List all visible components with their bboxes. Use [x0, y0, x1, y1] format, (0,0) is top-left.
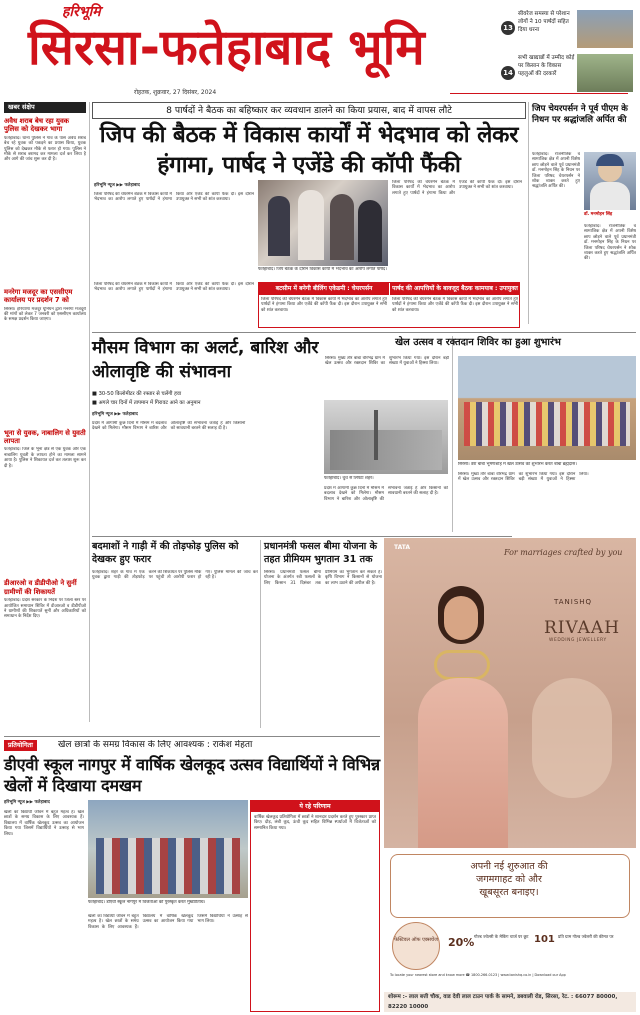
weather-headline: मौसम विभाग का अलर्ट, बारिश और ओलावृष्टि की संभावना	[92, 338, 319, 382]
school-kicker: खेल छात्रों के समग्र विकास के लिए आवश्यक : राकेश मेहता	[58, 740, 253, 750]
brief-body: फतेहाबाद। जिले के भूना क्षेत्र से एक युवक और एक नाबालिग युवती के लापता होने का मामला सामने आया है। पुलिस ने शिकायत दर्ज कर तलाश शुरू कर दी है।	[4, 447, 86, 469]
tribute-photo-caption: डॉ. मनमोहन सिंह	[584, 212, 613, 217]
teaser-text: सभी खाद्यान्नों में उम्मीद कोई पर किसान के विकास पहलुओं की दरकारें	[518, 55, 575, 77]
teaser-number: 13	[501, 21, 515, 35]
school-body: खेलों का विद्यार्थी जीवन में बहुत महत्व है। खेल छात्रों के समग्र विकास के लिए आवश्यक हैं। विद्यालय में वार्षिक खेलकूद उत्सव का आयोजन किया गया जिसमें विद्यार्थियों ने उत्साह से भाग लिया।	[4, 810, 84, 837]
box1-title: बटसीम में बनेगी बीलिंग एकेडमी : चेयरपर्सन	[259, 283, 389, 295]
teaser-number: 14	[501, 66, 515, 80]
offer2-text: प्रति ग्राम गोल्ड ज्वेलरी की कीमत पर	[558, 934, 614, 939]
results-body: वार्षिक खेलकूद प्रतियोगिता में छात्रों ने शानदार प्रदर्शन करते हुए पुरस्कार प्राप्त किए। दौड़, लंबी कूद, ऊंची कूद सहित विभिन्न स्पर्धाओं में विजेताओं को सम्मानित किया गया।	[254, 815, 376, 831]
tanishq-ad[interactable]	[384, 538, 636, 992]
lead-body-more: जिला परिषद की चेयरमैन बैठक में विकास कार्यों में भेदभाव का आरोप लगाते हुए पार्षदों ने हंगामा किया और एजेंडे की कॉपी फैंक दी। इस दौरान उपायुक्त ने सभी को शांत करवाया।	[94, 282, 254, 293]
weather-bullet: ■ 30-50 किलोमीटर की रफ्तार से चलेंगी हवा	[92, 391, 182, 397]
lead-sidebar-boxes	[258, 282, 520, 328]
offer1-pct: 20%	[448, 936, 475, 949]
camp-body-cont: सिरसा। मुख्य तौर बाबा वीरभद्र ग्राम में खेल उत्सव और रक्तदान शिविर का शुभारंभ किया गया। इस दौरान बड़ी संख्या में युवाओं ने हिस्सा लिया।	[458, 472, 589, 483]
school-body-cont: खेलों का विद्यार्थी जीवन में बहुत महत्व है। खेल छात्रों के समग्र विकास के लिए आवश्यक हैं। विद्यालय में वार्षिक खेलकूद उत्सव का आयोजन किया गया जिसमें विद्यार्थियों ने उत्साह से भाग लिया।	[88, 914, 248, 930]
brief-title: भूना से युवक, नाबालिग से युवती लापता	[4, 428, 86, 446]
box1-body: जिला परिषद की चेयरमैन बैठक में विकास कार्यों में भेदभाव का आरोप लगाते हुए पार्षदों ने हंगामा किया और एजेंडे की कॉपी फैंक दी। इस दौरान उपायुक्त ने सभी को शांत करवाया।	[261, 297, 387, 313]
lead-byline: हरिभूमि न्यूज ▶▶ फतेहाबाद	[94, 183, 140, 188]
brief-item[interactable]	[4, 429, 86, 576]
offer2-pct: 101	[534, 934, 555, 945]
robbery-body: फतेहाबाद। शहर के गांव में एक युवक द्वारा गाड़ी की तोड़फोड़ करने की शिकायत पर पुलिस मौके पर पहुंची तो आरोपी फरार हो गए। पुलिस मामले की जांच कर रही है।	[92, 570, 258, 581]
brief-body: सिरसा। हरियाणा मजदूर यूनियन द्वारा मनरेगा मजदूरों की मांगों को लेकर 7 जनवरी को एससीएम कार्यालय के समक्ष प्रदर्शन किया जाएगा।	[4, 306, 86, 323]
results-tag: ये रहे परिणाम	[251, 801, 379, 812]
teaser-1[interactable]	[501, 10, 633, 48]
camp-headline: खेल उत्सव व रक्तदान शिविर का हुआ शुभारंभ	[395, 337, 561, 348]
insurance-story[interactable]	[264, 540, 382, 730]
brief-title: अवैध शराब बेच रहा युवक पुलिस को देखकर भागा	[4, 117, 69, 134]
promo-line: अपनी नई शुरुआत की	[470, 861, 548, 872]
store-address: शोरूम :- लाल बत्ती चौक, वाड देवी लाल टाउन पार्क के सामने, डबवाली रोड, सिरसा, रेट. : 66077 80000, 82220 10000	[384, 992, 636, 1012]
dateline: रोहतक, शुक्रवार, 27 दिसंबर, 2024	[134, 89, 217, 96]
insurance-body: सिरसा। प्रधानमंत्री फसल बीमा योजना के अंतर्गत रबी फसलों के लिए किसान 31 दिसंबर तक प्रीमियम का भुगतान कर सकते हैं। कृषि विभाग ने किसानों से योजना का लाभ उठाने की अपील की है।	[264, 570, 382, 586]
ad-tagline: For marriages crafted by you	[504, 548, 623, 557]
tribute-body: फतेहाबाद। राजनीतिक व सामाजिक क्षेत्र में अपनी विशेष छाप छोड़ने वाले पूर्व प्रधानमंत्री डॉ. मनमोहन सिंह के निधन पर जिला परिषद चेयरपर्सन ने शोक व्यक्त करते हुए श्रद्धांजलि अर्पित की।	[532, 152, 580, 190]
box2-body: जिला परिषद की चेयरमैन बैठक में विकास कार्यों में भेदभाव का आरोप लगाते हुए पार्षदों ने हंगामा किया और एजेंडे की कॉपी फैंक दी। इस दौरान उपायुक्त ने सभी को शांत करवाया।	[392, 297, 518, 313]
camp-photo-caption: सिरसा। डेरा बाबा भूमणशाह में खेल उत्सव का शुभारंभ करते बाबा ब्रह्मदास।	[458, 462, 577, 467]
weather-bullets	[92, 390, 324, 408]
tribute-photo	[584, 152, 636, 210]
teaser-photo	[577, 10, 633, 48]
column-header: खबर संक्षेप	[4, 102, 86, 113]
teaser-photo	[577, 54, 633, 92]
promo-line: खूबसूरत बनाइए।	[479, 887, 539, 898]
ad-offer-panel	[384, 848, 636, 992]
weather-bullet: ■ अगले चार दिनों में तापमान में गिरावट आने का अनुमान	[92, 400, 201, 406]
lead-story[interactable]	[92, 102, 526, 330]
weather-byline: हरिभूमि न्यूज ▶▶ फतेहाबाद	[92, 412, 138, 417]
weather-story[interactable]	[92, 336, 324, 536]
weather-photo	[324, 400, 448, 474]
lead-photo-caption: फतेहाबाद। जिप बैठक के दौरान विकास कार्यों में भेदभाव का आरोप लगाते पार्षद।	[258, 267, 387, 272]
lead-body-cont: जिला परिषद की चेयरमैन बैठक में विकास कार्यों में भेदभाव का आरोप लगाते हुए पार्षदों ने हंगामा किया और एजेंडे की कॉपी फैंक दी। इस दौरान उपायुक्त ने सभी को शांत करवाया।	[392, 180, 522, 196]
masthead-title: सिरसा-फतेहाबाद भूमि	[28, 19, 425, 76]
tata-logo: TATA	[394, 544, 411, 551]
school-photo-caption: फतेहाबाद। डीएवी स्कूल नागपुर में विजेताओं को पुरस्कृत करते मुख्यातिथि।	[88, 900, 206, 905]
promo-line: जगमगाहट को और	[476, 874, 542, 885]
news-brief-column	[4, 102, 86, 738]
camp-body: सिरसा। मुख्य तौर बाबा वीरभद्र ग्राम में खेल उत्सव और रक्तदान शिविर का शुभारंभ किया गया। इस दौरान बड़ी संख्या में युवाओं ने हिस्सा लिया।	[325, 356, 449, 367]
robbery-headline: बदमाशों ने गाड़ी में की तोड़फोड़ पुलिस को देखकर हुए फरार	[92, 541, 239, 565]
weather-body-cont: प्रदेश में आगामी कुछ दिनों में मौसम में बदलाव देखने को मिलेगा। मौसम विभाग ने बारिश और ओलावृष्टि की संभावना जताई है और किसानों को सावधानी बरतने की सलाह दी है।	[324, 486, 448, 502]
brief-title: डीआरओ व डीडीपीओ ने सुनीं ग्रामीणों की शिकायतें	[4, 579, 77, 596]
robbery-story[interactable]	[92, 540, 258, 730]
results-box[interactable]	[250, 800, 380, 1012]
teaser-text: सीवरेज समस्या से परेशान लोगों ने 10 पार्षदों सहित दिया धरना	[518, 11, 570, 33]
offer1-text: गोल्ड ज्वेलरी के मेकिंग चार्ज पर छूट	[474, 934, 529, 939]
camp-photo	[458, 356, 636, 460]
lead-headline: जिप की बैठक में विकास कार्यों में भेदभाव को लेकर हंगामा, पार्षद ने एजेंडे की कॉपी फैंकी	[99, 122, 519, 178]
box2-title: पार्षद की आपत्तियों के बावजूद बैठक कामयाब : उपायुक्त	[390, 283, 520, 295]
ad-promo	[404, 860, 614, 899]
brief-item[interactable]	[4, 579, 86, 718]
exchange-badge: फेस्टिवल ऑफ एक्सचेंज	[392, 922, 440, 970]
ad-brand: TANISHQ	[554, 598, 593, 606]
weather-body: प्रदेश में आगामी कुछ दिनों में मौसम में बदलाव देखने को मिलेगा। मौसम विभाग ने बारिश और ओलावृष्टि की संभावना जताई है और किसानों को सावधानी बरतने की सलाह दी है।	[92, 420, 246, 431]
brief-item[interactable]	[4, 288, 86, 425]
masthead	[0, 0, 640, 98]
lead-body: जिला परिषद की चेयरमैन बैठक में विकास कार्यों में भेदभाव का आरोप लगाते हुए पार्षदों ने हंगामा किया और एजेंडे की कॉपी फैंक दी। इस दौरान उपायुक्त ने सभी को शांत करवाया।	[94, 192, 254, 203]
masthead-prefix: हरिभूमि	[62, 4, 101, 20]
tribute-story[interactable]	[532, 104, 636, 324]
ad-sub-caption: WEDDING JEWELLERY	[549, 638, 607, 643]
lead-photo	[258, 180, 388, 266]
teaser-2[interactable]	[501, 54, 633, 94]
school-byline: हरिभूमि न्यूज ▶▶ फतेहाबाद	[4, 800, 50, 805]
weather-photo-caption: फतेहाबाद। धुंध से लिपटा शहर।	[324, 476, 374, 481]
school-headline: डीएवी स्कूल नागपुर में वार्षिक खेलकूद उत्सव विद्यार्थियों ने विभिन्न खेलों में दिखाया दमखम	[4, 755, 380, 795]
brief-body: फतेहाबाद। थाना पुलिस ने गांव के पास अवैध शराब बेच रहे युवक को पकड़ने का प्रयास किया, युवक पुलिस को देखकर मौके से फरार हो गया। पुलिस ने मौके से शराब बरामद कर मामला दर्ज कर लिया है और आगे की जांच शुरू कर दी है।	[4, 135, 86, 163]
school-tag: प्रतियोगिता	[4, 740, 37, 751]
ad-sub-brand: RIVAAH	[544, 618, 621, 638]
insurance-headline: प्रधानमंत्री फसल बीमा योजना के तहत प्रीमियम भुगतान 31 तक	[264, 541, 377, 565]
brief-body: फतेहाबाद। प्रदेश सरकार के निर्देश पर जिला स्तर पर आयोजित समाधान शिविर में डीआरओ व डीडीपीओ ने ग्रामीणों की शिकायतें सुनीं और अधिकारियों को समाधान के निर्देश दिए।	[4, 598, 86, 620]
lead-kicker: 8 पार्षदों ने बैठक का बहिष्कार कर व्यवधान डालने का किया प्रयास, बाद में वापस लौटे	[92, 102, 526, 119]
tribute-body-cont: फतेहाबाद। राजनीतिक व सामाजिक क्षेत्र में अपनी विशेष छाप छोड़ने वाले पूर्व प्रधानमंत्री डॉ. मनमोहन सिंह के निधन पर जिला परिषद चेयरपर्सन ने शोक व्यक्त करते हुए श्रद्धांजलि अर्पित की।	[584, 224, 636, 262]
brief-title: मनरेगा मजदूर का एससीएम कार्यालय पर प्रदर्शन 7 को	[4, 287, 73, 305]
tribute-headline: जिप चेयरपर्सन ने पूर्व पीएम के निधन पर श्रद्धांजलि अर्पित की	[532, 104, 628, 125]
brief-item[interactable]	[4, 117, 86, 284]
school-photo	[88, 800, 248, 898]
bride-illustration	[412, 578, 512, 848]
ad-fine-print: To locate your nearest store and know more ☎ 1800-266-0123 | www.tanishq.co.in | Download our App	[390, 973, 566, 977]
